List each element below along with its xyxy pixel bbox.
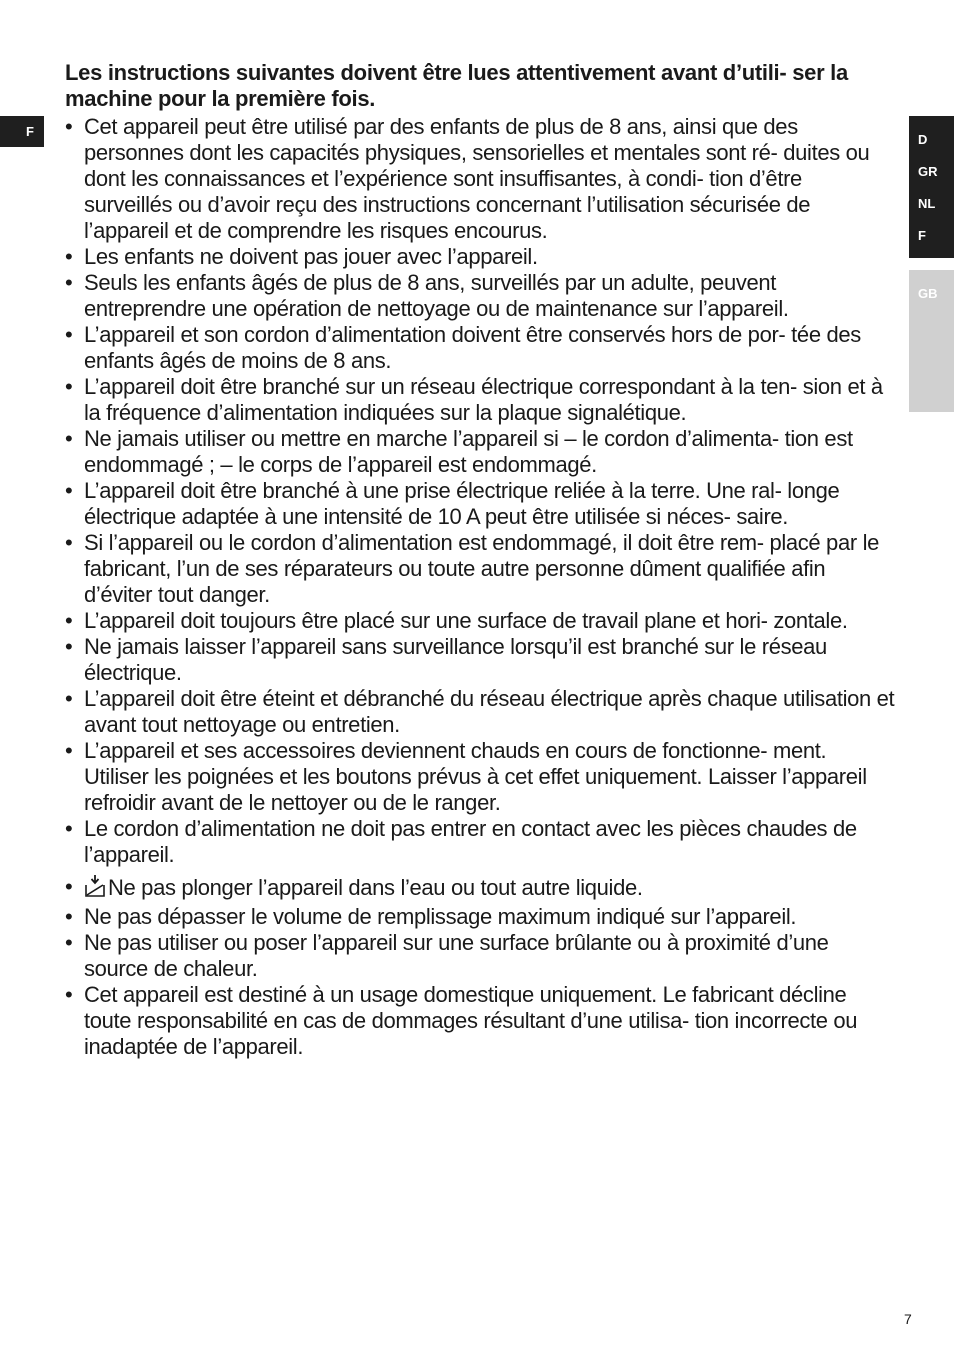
language-index-item: GB: [918, 286, 938, 301]
page-number: 7: [904, 1311, 912, 1327]
language-index-item: D: [918, 132, 928, 147]
instruction-item: • Si l’appareil ou le cordon d’alimentation est endommagé, il doit être rem- placé par le fabricant, l’un de ses réparateurs ou toute autre personne dûment qualifiée afin d’éviter tout danger.: [65, 530, 895, 608]
instruction-item: • L’appareil et ses accessoires deviennent chauds en cours de fonctionne- ment. Utiliser les poignées et les boutons prévus à cet effet uniquement. Laisser l’appareil refroidir avant de le nettoyer ou de le ranger.: [65, 738, 895, 816]
instruction-item: • Ne pas dépasser le volume de remplissage maximum indiqué sur l’appareil.: [65, 904, 895, 930]
instruction-item: • L’appareil doit toujours être placé sur une surface de travail plane et hori- zontale.: [65, 608, 895, 634]
language-tab-label: F: [26, 124, 34, 139]
no-immersion-icon: [84, 874, 106, 904]
language-index-item: NL: [918, 196, 936, 211]
instruction-item: • Ne jamais utiliser ou mettre en marche l’appareil si – le cordon d’alimenta- tion est endommagé ; – le corps de l’appareil est endommagé.: [65, 426, 895, 478]
instruction-item: • L’appareil doit être branché sur un réseau électrique correspondant à la ten- sion et à la fréquence d’alimentation indiquées sur la plaque signalétique.: [65, 374, 895, 426]
instruction-item-immersion: [65, 874, 895, 904]
language-index-item: F: [918, 228, 926, 243]
instruction-item: • Le cordon d’alimentation ne doit pas entrer en contact avec les pièces chaudes de l’appareil.: [65, 816, 895, 868]
instruction-item: • Cet appareil peut être utilisé par des enfants de plus de 8 ans, ainsi que des personnes dont les capacités physiques, sensorielles et mentales sont ré- duites ou dont les connaissances et l’expérience sont insuffisantes, à condi- tion d’être surveillés ou d’avoir reçu des instructions concernant l’utilisation sécurisée de l’appareil et de comprendre les risques encourus.: [65, 114, 895, 244]
instructions-heading: Les instructions suivantes doivent être lues attentivement avant d’utili- ser la machine pour la première fois.: [65, 60, 848, 111]
instruction-item: • Cet appareil est destiné à un usage domestique uniquement. Le fabricant décline toute responsabilité en cas de dommages résultant d’une utilisa- tion incorrecte ou inadaptée de l’appareil.: [65, 982, 895, 1060]
language-index-light: [909, 270, 954, 412]
instruction-item: • L’appareil et son cordon d’alimentation doivent être conservés hors de por- tée des enfants âgés de moins de 8 ans.: [65, 322, 895, 374]
language-index-item: GR: [918, 164, 938, 179]
instruction-item: • Ne pas utiliser ou poser l’appareil sur une surface brûlante ou à proximité d’une source de chaleur.: [65, 930, 895, 982]
instruction-item: • Seuls les enfants âgés de plus de 8 ans, surveillés par un adulte, peuvent entreprendre une opération de nettoyage ou de maintenance sur l’appareil.: [65, 270, 895, 322]
instruction-list: [65, 114, 895, 1060]
language-index-dark: [909, 116, 954, 258]
instruction-item: • Ne jamais laisser l’appareil sans surveillance lorsqu’il est branché sur le réseau électrique.: [65, 634, 895, 686]
instruction-item: • Les enfants ne doivent pas jouer avec l’appareil.: [65, 244, 895, 270]
instruction-item: • L’appareil doit être éteint et débranché du réseau électrique après chaque utilisation et avant tout nettoyage ou entretien.: [65, 686, 895, 738]
language-tab-current: [0, 116, 44, 147]
safety-instructions: [65, 60, 895, 1060]
instruction-item: • L’appareil doit être branché à une prise électrique reliée à la terre. Une ral- longe électrique adaptée à une intensité de 10 A peut être utilisée si néces- saire.: [65, 478, 895, 530]
instruction-text: Ne pas plonger l’appareil dans l’eau ou tout autre liquide.: [108, 875, 643, 900]
